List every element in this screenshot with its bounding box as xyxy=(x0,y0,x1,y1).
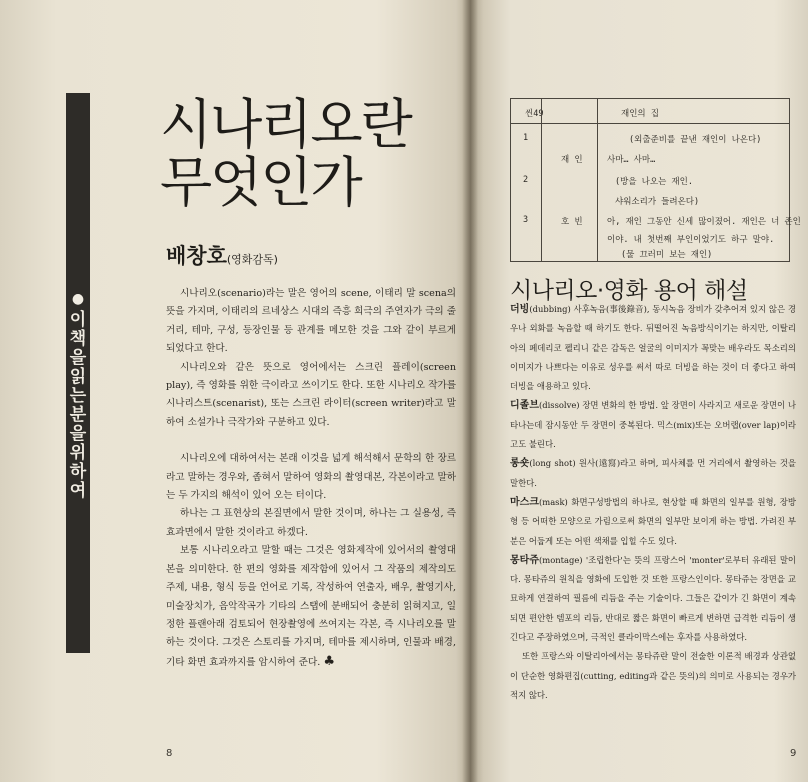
row-number: 3 xyxy=(523,215,529,225)
essay-body xyxy=(166,285,456,672)
glossary-term: 몽타쥬 xyxy=(510,554,539,566)
glossary-text: (mask) 화면구성방법의 하나로, 현상할 때 화면의 일부를 원형, 장방형 등 어떠한 모양으로 가림으로써 화면의 일부만 보이게 하는 방법. 가려진 부분은 어둡게 또는 어떤 색채를 입힐 수도 있다. xyxy=(510,496,796,546)
paragraph: 하나는 그 표현상의 본질면에서 말한 것이며, 하나는 그 실용성, 즉 효과면에서 말한 것이라고 하겠다. xyxy=(166,508,456,538)
page-number-left: 8 xyxy=(166,748,173,759)
spine-shadow xyxy=(462,0,478,782)
glossary-entry xyxy=(510,300,796,396)
scene-label: 씬49 xyxy=(525,109,544,119)
row-line: 샤워소리가 들려온다) xyxy=(615,197,700,207)
script-row xyxy=(511,171,789,191)
page-title xyxy=(160,93,411,214)
glossary-entry xyxy=(510,493,796,551)
glossary-term: 더빙 xyxy=(510,304,530,315)
row-line: (방을 나오는 재인. xyxy=(615,177,693,187)
author-role: (영화감독) xyxy=(226,253,278,266)
glossary-entry xyxy=(510,551,796,647)
paragraph: 시나리오(scenario)라는 말은 영어의 scene, 이태리 말 scena의 뜻을 가지며, 이태리의 르네상스 시대의 즉흥 희극의 주연자가 극의 줄거리, 테마, 구성, 등장인물 등 관계를 메모한 것을 그와 같이 부르게 되었다고 한다. xyxy=(166,288,456,355)
row-number: 2 xyxy=(523,175,529,185)
row-line: (물 끄러미 보는 재인) xyxy=(621,250,713,260)
title-line-1: 시나리오란 xyxy=(160,93,411,156)
script-excerpt xyxy=(510,98,801,262)
glossary-entry xyxy=(510,396,796,454)
row-character: 재 인 xyxy=(561,155,583,165)
paragraph: 시나리오와 같은 뜻으로 영어에서는 스크린 플레이(screen play), 즉 영화를 위한 극이라고 쓰이기도 한다. 또한 시나리오 작가를 시나리스트(scenarist), 또는 스크린 라이터(screen writer)라고 말하여 소설가나 극작가와 구분하고 있다. xyxy=(166,361,456,428)
glossary-text: 또한 프랑스와 이탈리아에서는 몽타쥬란 말이 전술한 이론적 배경과 상관없이 단순한 영화편집(cutting, editing과 같은 뜻의)의 의미로 사용되는 경우가 적지 않다. xyxy=(510,651,796,700)
script-row xyxy=(511,129,789,149)
glossary-text: (montage) '조립한다'는 뜻의 프랑스어 'monter'로부터 유래된 말이다. 몽타쥬의 원칙을 영화에 도입한 것 또한 프랑스인이다. 몽타쥬는 장면을 교묘하게 연결하여 필름에 리듬을 주는 기술이다. 그들은 같이가 긴 화면이 계속되면 편안한 템포의 리듬, 반대로 짧은 화면이 빠르게 변하면 급격한 리듬이 생긴다고 주장하였으며, 극적인 클라이막스에는 후자를 사용하였다. xyxy=(510,554,796,643)
bullet-icon: ● xyxy=(71,291,85,307)
glossary-text: (long shot) 원사(遠寫)라고 하며, 피사체를 먼 거리에서 촬영하는 것을 말한다. xyxy=(510,458,796,488)
club-icon: ♣ xyxy=(323,653,335,669)
glossary-text: (dissolve) 장면 변화의 한 방법. 앞 장면이 사라지고 새로운 장면이 나타나는데 잠시동안 두 장면이 중복된다. 믹스(mix)또는 오버랩(over lap)이라고도 불린다. xyxy=(510,400,796,450)
row-character: 호 빈 xyxy=(561,217,583,227)
sidebar-label xyxy=(69,290,87,501)
row-number: 1 xyxy=(523,133,529,143)
glossary-term: 디졸브 xyxy=(510,400,539,412)
author-name: 배창호 xyxy=(166,244,227,268)
row-line: 이야. 내 첫번째 부인이었기도 하구 말야. xyxy=(607,235,775,245)
glossary-term: 마스크 xyxy=(510,496,539,508)
glossary-text: (dubbing) 사후녹음(事後錄音), 동시녹음 장비가 갖추어져 있지 않은 경우나 외화를 녹음할 때 하기도 한다. 뒤떨어진 녹음방식이기는 하지만, 이탈리아의 페데리코 펠리니 같은 감독은 얼굴의 이미지가 꼭맞는 배우라도 목소리의 이미지가 나쁘다는 이유로 성우를 써서 따로 더빙을 하는 것이 더 좋다고 하여 더빙을 애용하고 있다. xyxy=(510,304,796,392)
title-line-2: 무엇인가 xyxy=(160,151,361,214)
script-row xyxy=(511,191,789,211)
row-line: 아, 재인 그동안 신세 많이졌어. 재인은 너 존인 xyxy=(607,217,801,227)
script-header xyxy=(511,99,789,124)
row-line: (외출준비를 끝낸 재인이 나온다) xyxy=(629,135,762,145)
author xyxy=(166,240,278,270)
glossary-entry xyxy=(510,647,796,705)
scene-title: 재인의 집 xyxy=(621,109,659,119)
glossary-body xyxy=(510,300,796,705)
row-line: 사마… 사마… xyxy=(607,155,656,165)
glossary-entry xyxy=(510,454,796,493)
paragraph: 시나리오에 대하여서는 본래 이것을 넓게 해석해서 문학의 한 장르라고 말하는 경우와, 좁혀서 말하여 영화의 촬영대본, 각본이라고 말하는 두 가지의 해석이 있어 오는 터이다. xyxy=(166,453,456,502)
paragraph-text: 보통 시나리오라고 말할 때는 그것은 영화제작에 있어서의 촬영대본을 의미한다. 한 편의 영화를 제작함에 있어서 그 작품의 제작의도 주제, 내용, 형식 등을 언어로 기록, 작성하여 연출자, 배우, 촬영기사, 미술장치가, 음악작곡가 기타의 스탭에 분배되어 충분히 읽혀지고, 일정한 플랜아래 검토되어 현장촬영에 쓰여지는 각본, 즉 시나리오를 말하는 것이다. 그것은 스토리를 가지며, 테마를 제시하며, 인물과 배경, 기타 화면 효과까지를 암시하여 준다. xyxy=(166,545,456,668)
script-row xyxy=(511,244,789,264)
page-number-right: 9 xyxy=(790,748,797,759)
glossary-title: 시나리오·영화 용어 해설 xyxy=(510,278,748,304)
paragraph xyxy=(166,542,456,672)
sidebar-label-text: 이책을 읽는 분을 위하여 xyxy=(69,310,87,501)
script-row xyxy=(511,211,801,231)
script-row xyxy=(511,149,789,169)
glossary-term: 롱숏 xyxy=(510,458,530,470)
